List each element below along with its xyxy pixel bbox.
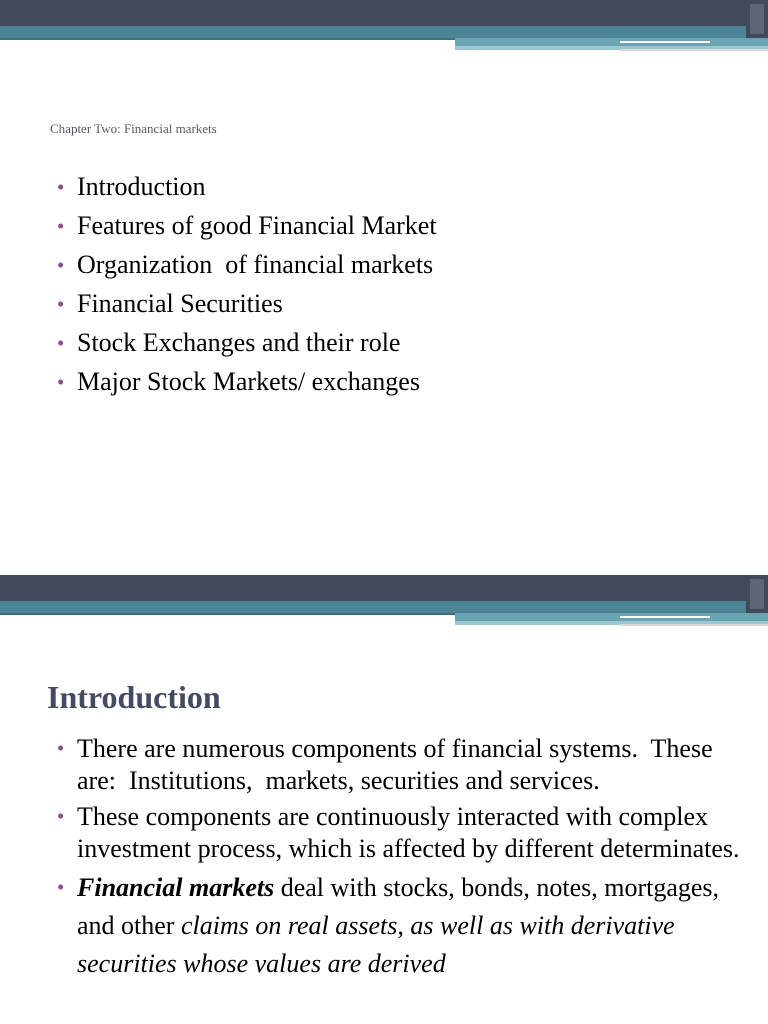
bullet-icon: •	[57, 737, 65, 760]
bullet-icon: •	[57, 805, 65, 828]
bullet-icon: •	[57, 254, 65, 277]
bullet-icon: •	[57, 876, 65, 899]
list-item: • Introduction	[57, 167, 737, 206]
list-item: • Financial markets deal with stocks, bonds, notes, mortgages, and other claims on real assets, as well as with derivative securities whose values are derived	[57, 869, 747, 983]
bullet-icon: •	[57, 371, 65, 394]
list-item: • Financial Securities	[57, 284, 737, 323]
slide-2	[0, 575, 768, 1024]
list-item: • These components are continuously interacted with complex investment process, which is affected by different determinates.	[57, 802, 740, 863]
slide-header-band	[0, 0, 768, 54]
outline-list	[57, 167, 737, 401]
list-item: • Stock Exchanges and their role	[57, 323, 737, 362]
slide-title: Introduction	[47, 679, 221, 715]
bullet-icon: •	[57, 215, 65, 238]
italic-text: claims on real assets, as well as with derivative securities whose values are derived	[77, 911, 675, 978]
list-item: • Features of good Financial Market	[57, 206, 737, 245]
list-item: • There are numerous components of financial systems. These are: Institutions, markets, securities and services.	[57, 734, 720, 795]
bullet-icon: •	[57, 176, 65, 199]
list-item: • Organization of financial markets	[57, 245, 737, 284]
bullet-icon: •	[57, 293, 65, 316]
list-item: • Major Stock Markets/ exchanges	[57, 362, 737, 401]
bullet-icon: •	[57, 332, 65, 355]
emphasis-text: Financial markets	[77, 873, 275, 902]
content-list	[57, 733, 747, 987]
chapter-title: Chapter Two: Financial markets	[50, 121, 217, 136]
slide-header-band	[0, 575, 768, 629]
